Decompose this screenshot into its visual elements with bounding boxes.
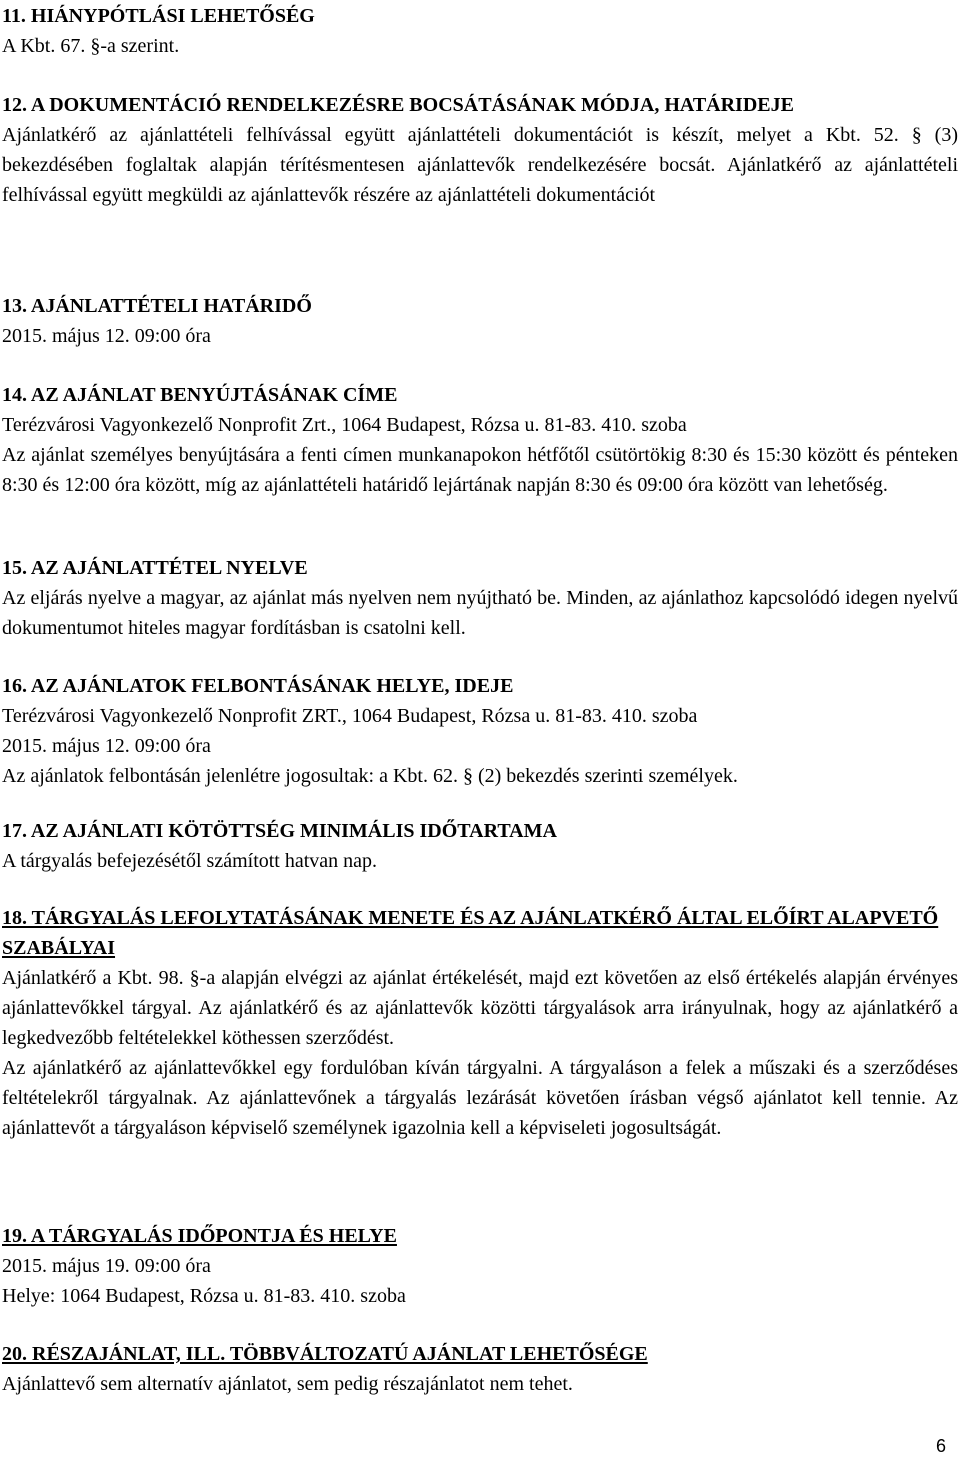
section-14-heading: 14. AZ AJÁNLAT BENYÚJTÁSÁNAK CÍME — [2, 384, 398, 406]
deadline-date: 2015. május 12. 09:00 óra — [2, 325, 211, 347]
section-15-paragraph: Az eljárás nyelve a magyar, az ajánlat más nyelven nem nyújtható be. Minden, az ajánlathoz kapcsolódó idegen nyelvű dokumentumot hiteles magyar fordításban is csatolni kell. — [2, 587, 958, 639]
section-16-heading: 16. AZ AJÁNLATOK FELBONTÁSÁNAK HELYE, IDEJE — [2, 675, 514, 697]
negotiation-place: Helye: 1064 Budapest, Rózsa u. 81-83. 410. szoba — [2, 1285, 406, 1307]
negotiation-date: 2015. május 19. 09:00 óra — [2, 1255, 211, 1277]
section-12 — [2, 90, 958, 210]
section-20-text: Ajánlattevő sem alternatív ajánlatot, sem pedig részajánlatot nem tehet. — [2, 1373, 573, 1395]
section-11 — [2, 1, 958, 61]
submission-address: Terézvárosi Vagyonkezelő Nonprofit Zrt., 1064 Budapest, Rózsa u. 81-83. 410. szoba — [2, 414, 687, 436]
section-12-paragraph: Ajánlatkérő az ajánlattételi felhívással együtt ajánlattételi dokumentációt is készít, melyet a Kbt. 52. § (3) bekezdésében foglaltak alapján térítésmentesen ajánlattevők rendelkezésére bocsát. Ajánlatkérő az ajánlattételi felhívással együtt megküldi az ajánlattevők részére az ajánlattételi dokumentációt — [2, 124, 958, 206]
section-19-heading: 19. A TÁRGYALÁS IDŐPONTJA ÉS HELYE — [2, 1225, 397, 1247]
opening-date: 2015. május 12. 09:00 óra — [2, 735, 211, 757]
section-15-heading: 15. AZ AJÁNLATTÉTEL NYELVE — [2, 557, 308, 579]
section-17-text: A tárgyalás befejezésétől számított hatvan nap. — [2, 850, 378, 872]
section-18-heading: 18. TÁRGYALÁS LEFOLYTATÁSÁNAK MENETE ÉS AZ AJÁNLATKÉRŐ ÁLTAL ELŐÍRT ALAPVETŐ SZABÁLYAI — [2, 907, 939, 959]
section-11-text: A Kbt. 67. §-a szerint. — [2, 35, 180, 57]
section-12-heading: 12. A DOKUMENTÁCIÓ RENDELKEZÉSRE BOCSÁTÁSÁNAK MÓDJA, HATÁRIDEJE — [2, 94, 794, 116]
section-14 — [2, 380, 958, 500]
section-18-paragraph-2: Az ajánlatkérő az ajánlattevőkkel egy fordulóban kíván tárgyalni. A tárgyaláson a felek a műszaki és a szerződéses feltételekről tárgyalnak. Az ajánlattevőnek a tárgyalás lezárását követően írásban végső ajánlatot kell tennie. Az ajánlattevőt a tárgyaláson képviselő személynek igazolnia kell a képviseleti jogosultságát. — [2, 1057, 958, 1139]
section-14-paragraph: Az ajánlat személyes benyújtására a fenti címen munkanapokon hétfőtől csütörtökig 8:30 és 15:30 között és pénteken 8:30 és 12:00 óra között, míg az ajánlattételi határidő lejártának napján 8:30 és 09:00 óra között van lehetőség. — [2, 444, 958, 496]
section-20-heading: 20. RÉSZAJÁNLAT, ILL. TÖBBVÁLTOZATÚ AJÁNLAT LEHETŐSÉGE — [2, 1343, 648, 1365]
section-13-heading: 13. AJÁNLATTÉTELI HATÁRIDŐ — [2, 295, 312, 317]
section-15 — [2, 553, 958, 643]
section-18 — [2, 903, 958, 1143]
section-19 — [2, 1221, 958, 1311]
page-number: 6 — [935, 1436, 946, 1456]
section-11-heading: 11. HIÁNYPÓTLÁSI LEHETŐSÉG — [2, 5, 315, 27]
section-13 — [2, 291, 958, 351]
section-17 — [2, 816, 958, 876]
section-16 — [2, 671, 958, 791]
section-20 — [2, 1339, 958, 1399]
section-18-paragraph-1: Ajánlatkérő a Kbt. 98. §-a alapján elvégzi az ajánlat értékelését, majd ezt követően az első értékelés alapján érvényes ajánlattevőkkel tárgyal. Az ajánlatkérő és az ajánlattevők közötti tárgyalások arra irányulnak, hogy az ajánlatkérő a legkedvezőbb feltételekkel köthessen szerződést. — [2, 967, 958, 1049]
opening-attendees: Az ajánlatok felbontásán jelenlétre jogosultak: a Kbt. 62. § (2) bekezdés szerinti személyek. — [2, 765, 738, 787]
section-17-heading: 17. AZ AJÁNLATI KÖTÖTTSÉG MINIMÁLIS IDŐTARTAMA — [2, 820, 557, 842]
opening-address: Terézvárosi Vagyonkezelő Nonprofit ZRT., 1064 Budapest, Rózsa u. 81-83. 410. szoba — [2, 705, 698, 727]
